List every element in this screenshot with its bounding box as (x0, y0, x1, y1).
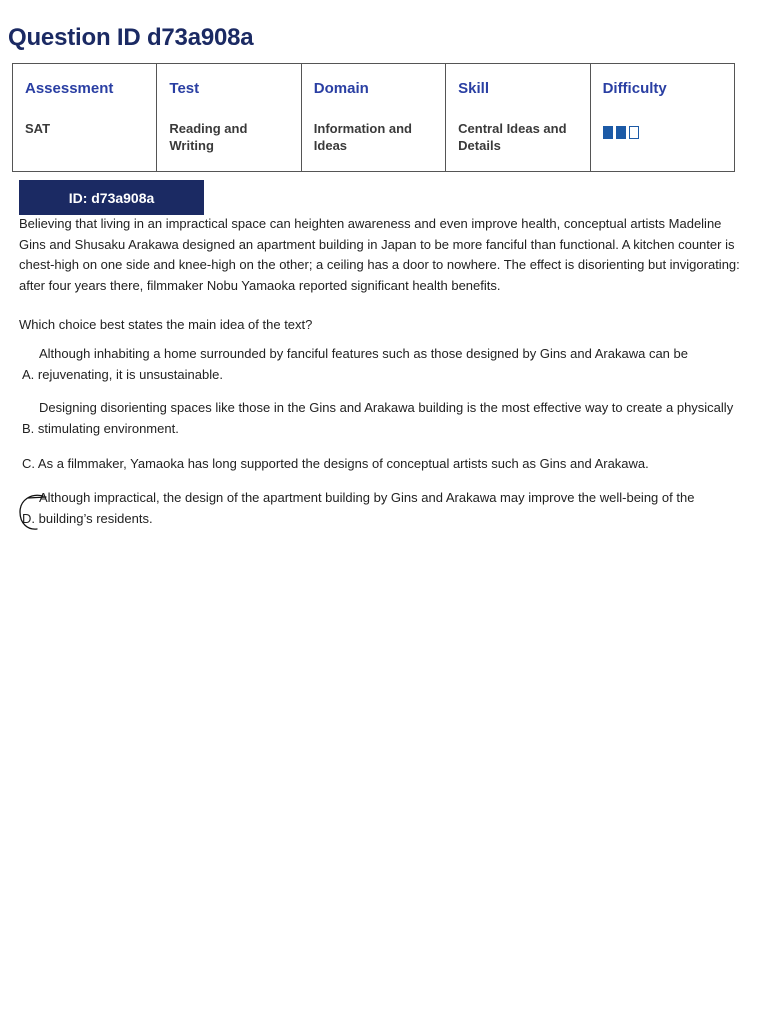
difficulty-header: Difficulty (602, 80, 667, 97)
choice-d-text-line1: Although impractical, the design of the apartment building by Gins and Arakawa may improve the well-being of the (39, 490, 695, 505)
question-metadata-table (12, 63, 735, 172)
assessment-cell (13, 64, 157, 172)
choice-d-text-line2: building’s residents. (38, 510, 153, 526)
difficulty-bar-filled (603, 126, 613, 139)
assessment-header: Assessment (25, 80, 114, 97)
question-prompt: Which choice best states the main idea of the text? (19, 317, 313, 332)
test-cell (157, 64, 301, 172)
answer-choice-a[interactable] (22, 344, 752, 385)
assessment-value: SAT (25, 121, 51, 136)
choice-c-text: As a filmmaker, Yamaoka has long supported the designs of conceptual artists such as Gins and Arakawa. (37, 456, 649, 471)
choice-c-text-wrap (22, 454, 752, 475)
answer-choice-d[interactable] (22, 488, 752, 529)
choice-a-letter: A. (22, 366, 35, 382)
choice-d-text-line2-wrap (22, 509, 752, 530)
choice-b-text-line1: Designing disorienting spaces like those in the Gins and Arakawa building is the most effective way to create a physically (39, 400, 734, 415)
choice-a-text-line2: rejuvenating, it is unsustainable. (37, 366, 223, 382)
difficulty-indicator (603, 126, 722, 139)
domain-cell (301, 64, 445, 172)
page-title: Question ID d73a908a (8, 24, 254, 51)
answer-choice-c[interactable] (22, 454, 752, 475)
choice-b-text-line2-wrap (22, 419, 752, 440)
question-id-banner: ID: d73a908a (19, 180, 204, 215)
choice-a-text-line1: Although inhabiting a home surrounded by fanciful features such as those designed by Gins and Arakawa can be (39, 346, 688, 361)
test-header: Test (169, 80, 200, 97)
choice-b-text-line2: stimulating environment. (37, 420, 179, 436)
difficulty-bar-empty (629, 126, 639, 139)
choice-d-letter: D. (22, 510, 35, 526)
difficulty-cell (590, 64, 734, 172)
domain-header: Domain (313, 80, 369, 97)
test-value: Reading and Writing (169, 121, 248, 153)
choice-a-text-line2-wrap (22, 365, 752, 386)
skill-value: Central Ideas and Details (458, 121, 567, 153)
skill-header: Skill (458, 80, 490, 97)
choice-c-letter: C. (22, 456, 35, 471)
domain-value: Information and Ideas (313, 121, 412, 153)
difficulty-bar-filled (616, 126, 626, 139)
answer-choice-b[interactable] (22, 398, 752, 439)
passage-text: Believing that living in an impractical space can heighten awareness and even improve health, conceptual artists Madeline Gins and Shusaku Arakawa designed an apartment building in Japan to be more fanciful than functional. A kitchen counter is chest-high on one side and knee-high on the other; a ceiling has a door to nowhere. The effect is disorienting but invigorating: after four years there, filmmaker Nobu Yamaoka reported significant health benefits. (19, 216, 740, 293)
skill-cell (446, 64, 590, 172)
choice-b-letter: B. (22, 420, 35, 436)
